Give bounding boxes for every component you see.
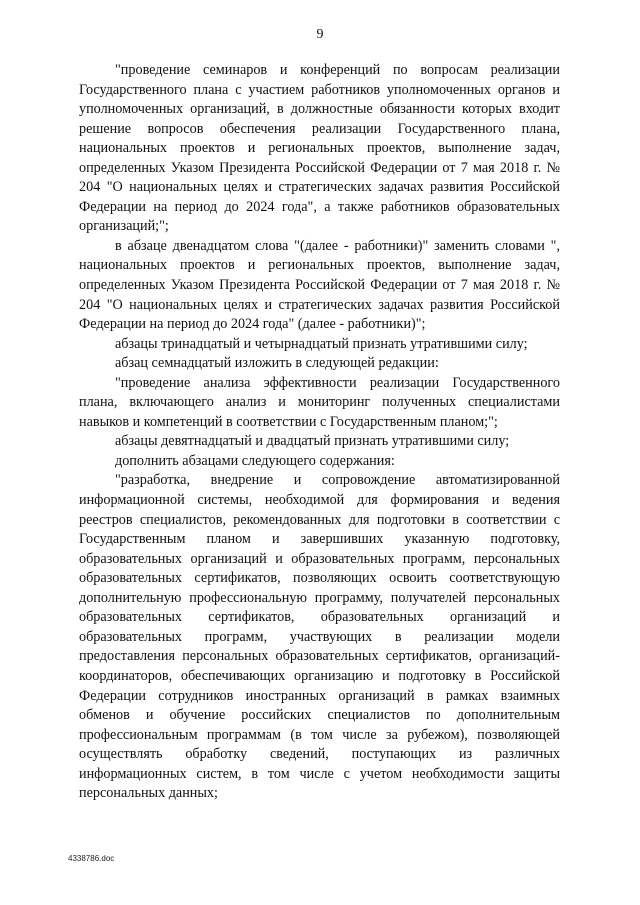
- paragraph-thirteenth-fourteenth: абзацы тринадцатый и четырнадцатый признать утратившими силу;: [115, 335, 528, 352]
- page-number: 9: [316, 27, 324, 42]
- paragraph-effectiveness-analysis: "проведение анализа эффективности реализации Государственного плана, включающего анализ и мониторинг полученных специалистами навыков и компетенций в соответствии с Государственным планом;";: [79, 374, 560, 430]
- document-file-code: 4338786.doc: [68, 854, 115, 863]
- paragraph-seminars: "проведение семинаров и конференций по вопросам реализации Государственного плана с участием работников уполномоченных органов и уполномоченных организаций, в должностные обязанности которых входит решение вопросов обеспечения реализации Государственного плана, национальных проектов и региональных проектов, выполнение задач, определенных Указом Президента Российской Федерации от 7 мая 2018 г. № 204 "О национальных целях и стратегических задачах развития Российской Федерации на период до 2024 года", а также работников образовательных организаций;";: [79, 62, 560, 235]
- paragraph-supplement-intro: дополнить абзацами следующего содержания:: [115, 452, 395, 469]
- paragraph-information-system: "разработка, внедрение и сопровождение автоматизированной информационной системы, необходимой для формирования и ведения реестров специалистов, рекомендованных для подготовки в соответствии с Государственным планом и завершивших указанную подготовку, образовательных организаций и образовательных программ, персональных образовательных сертификатов, позволяющих освоить соответствующую дополнительную профессиональную программу, получателей персональных образовательных сертификатов, образовательных организаций и образовательных программ, участвующих в реализации модели предоставления персональных образовательных сертификатов, организаций-координаторов, обеспечивающих организацию и подготовку в Российской Федерации сотрудников иностранных организаций в рамках взаимных обменов и обучение российских специалистов по дополнительным профессиональным программам (в том числе за рубежом), позволяющей осуществлять обработку сведений, поступающих из различных информационных систем, в том числе с учетом необходимости защиты персональных данных;: [79, 472, 560, 802]
- paragraph-seventeenth: абзац семнадцатый изложить в следующей редакции:: [115, 355, 439, 372]
- paragraph-twelfth-clause: в абзаце двенадцатом слова "(далее - работники)" заменить словами ", национальных проектов и региональных проектов, выполнение задач, определенных Указом Президента Российской Федерации от 7 мая 2018 г. № 204 "О национальных целях и стратегических задачах развития Российской Федерации на период до 2024 года" (далее - работники)";: [79, 237, 560, 333]
- paragraph-nineteenth-twentieth: абзацы девятнадцатый и двадцатый признать утратившими силу;: [115, 433, 510, 450]
- document-body: [79, 61, 560, 804]
